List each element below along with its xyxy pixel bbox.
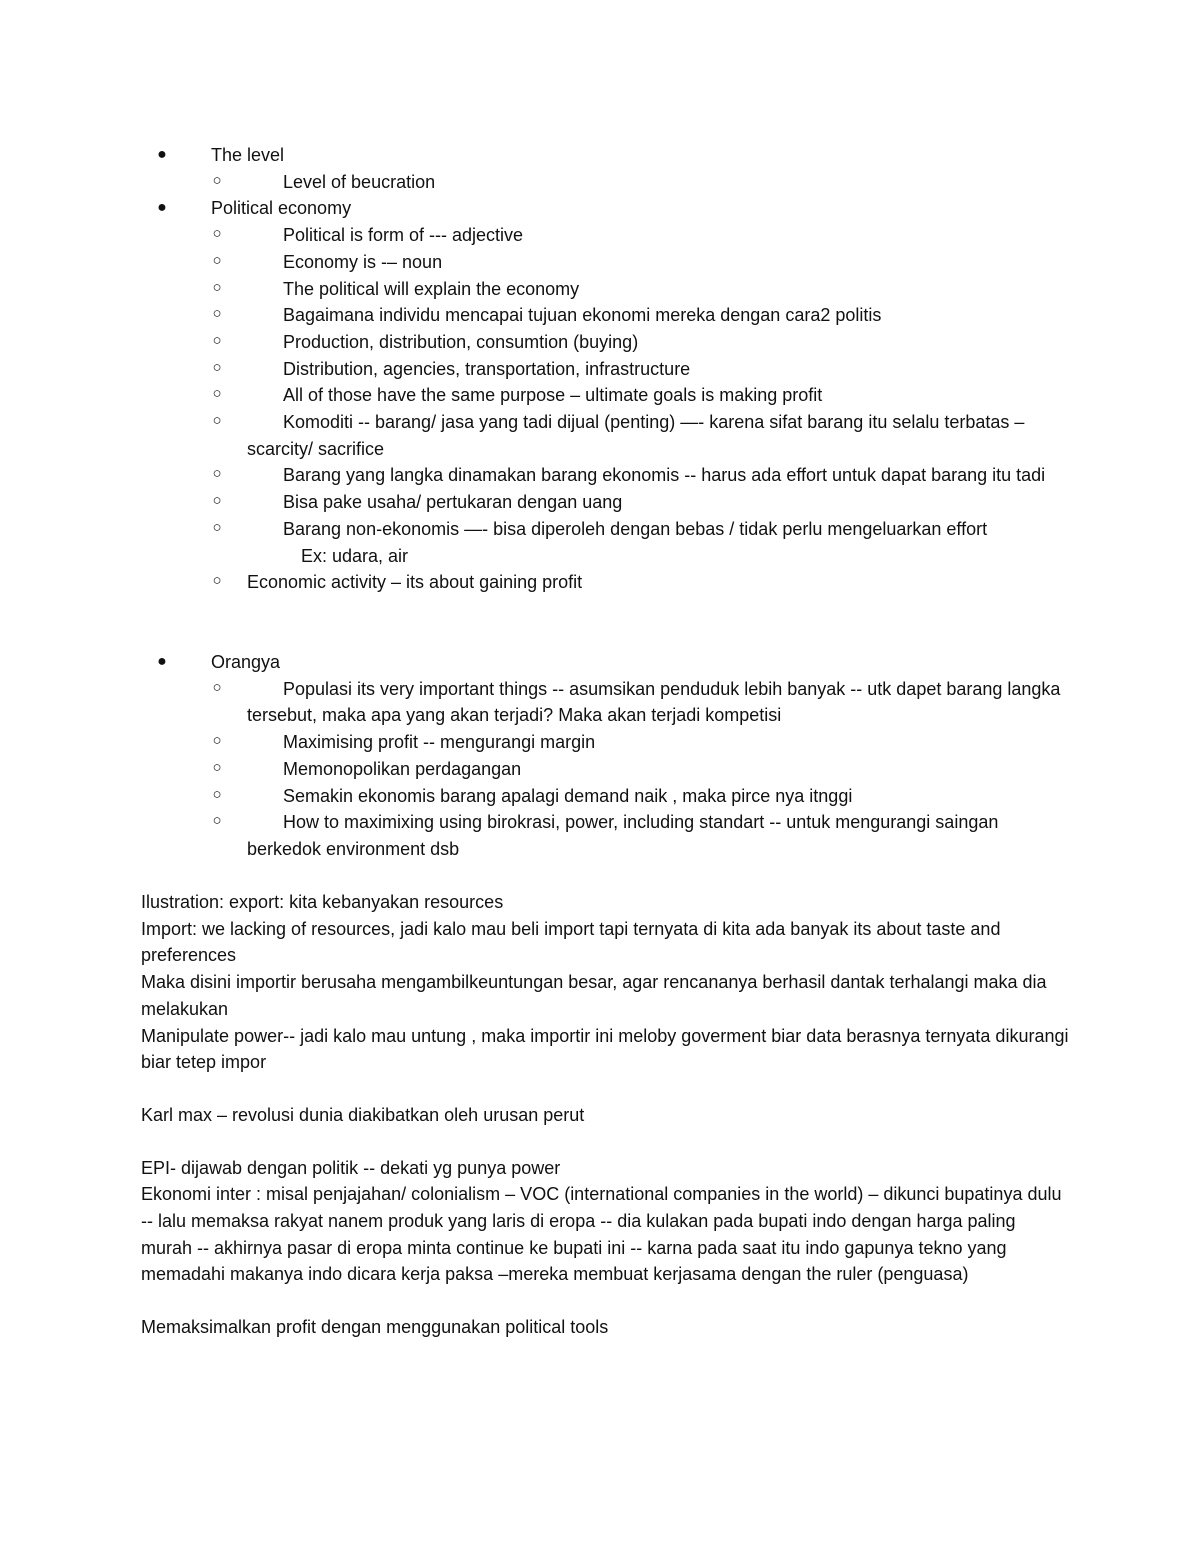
sub-bullet-text: Economic activity – its about gaining profit <box>247 572 583 593</box>
circle-bullet-icon: ○ <box>212 732 222 750</box>
section-notes <box>0 889 1200 1341</box>
paragraph: Ekonomi inter : misal penjajahan/ colonialism – VOC (international companies in the world) – dikunci bupatinya dulu -- lalu memaksa rakyat nanem produk yang laris di eropa -- dia kulakan pada bupati indo dengan harga paling murah -- akhirnya pasar di eropa minta continue ke bupati ini -- karna pada saat itu indo gapunya tekno yang memadahi makanya indo dicara kerja paksa –mereka membuat kerjasama dengan the ruler (penguasa) <box>141 1184 1062 1285</box>
sub-bullet-text: Maximising profit -- mengurangi margin <box>283 732 596 753</box>
sub-bullet-item <box>0 569 1200 596</box>
circle-bullet-icon: ○ <box>212 518 222 536</box>
bullet-text: The level <box>211 145 285 165</box>
bullet-icon: ● <box>157 653 167 670</box>
sub-bullet-item <box>0 676 1200 729</box>
sub-bullet-item <box>0 489 1200 516</box>
circle-bullet-icon: ○ <box>212 412 222 430</box>
circle-bullet-icon: ○ <box>212 225 222 243</box>
sub-bullet-text: Bagaimana individu mencapai tujuan ekonomi mereka dengan cara2 politis <box>283 305 882 326</box>
sub-bullet-item <box>0 276 1200 303</box>
circle-bullet-icon: ○ <box>212 812 222 830</box>
sub-bullet-item <box>0 302 1200 329</box>
sub-bullet-text: Memonopolikan perdagangan <box>283 758 522 779</box>
sub-bullet-text: Distribution, agencies, transportation, infrastructure <box>283 358 691 379</box>
sub-bullet-text: The political will explain the economy <box>283 278 580 299</box>
sub-bullet-item <box>0 249 1200 276</box>
circle-bullet-icon: ○ <box>212 331 222 349</box>
circle-bullet-icon: ○ <box>212 572 222 590</box>
sub-bullet-item <box>0 169 1200 196</box>
sub-bullet-text: Production, distribution, consumtion (buying) <box>283 331 639 352</box>
paragraph: Memaksimalkan profit dengan menggunakan political tools <box>141 1317 609 1338</box>
circle-bullet-icon: ○ <box>212 171 222 189</box>
sub-bullet-text: Populasi its very important things -- asumsikan penduduk lebih banyak -- utk dapet barang langka tersebut, maka apa yang akan terjadi? Maka akan terjadi kompetisi <box>247 678 1061 726</box>
sub-bullet-item <box>0 222 1200 249</box>
sub-bullet-text: Bisa pake usaha/ pertukaran dengan uang <box>283 492 623 513</box>
sub-bullet-text: Barang non-ekonomis —- bisa diperoleh dengan bebas / tidak perlu mengeluarkan effort <box>283 518 988 539</box>
bullet-text: Political economy <box>211 198 352 219</box>
paragraph: Import: we lacking of resources, jadi kalo mau beli import tapi ternyata di kita ada banyak its about taste and preferences <box>141 918 1001 966</box>
sub-bullet-item <box>0 729 1200 756</box>
bullet-item <box>0 649 1071 676</box>
paragraph: Manipulate power-- jadi kalo mau untung , maka importir ini meloby goverment biar data berasnya ternyata dikurangi biar tetep impor <box>141 1025 1069 1073</box>
sub-bullet-text: All of those have the same purpose – ultimate goals is making profit <box>283 385 823 406</box>
bullet-icon: ● <box>157 199 167 217</box>
sub-bullet-text: Komoditi -- barang/ jasa yang tadi dijual (penting) —- karena sifat barang itu selalu terbatas – scarcity/ sacrifice <box>247 412 1025 459</box>
paragraph: Ilustration: export: kita kebanyakan resources <box>141 892 504 912</box>
sub-bullet-item <box>0 409 1200 462</box>
sub-bullet-item <box>0 783 1200 810</box>
sub-bullet-text: Economy is -– noun <box>283 251 443 272</box>
sub-bullet-item <box>0 382 1200 409</box>
sub-bullet-text: Semakin ekonomis barang apalagi demand naik , maka pirce nya itnggi <box>283 785 853 806</box>
sub-bullet-item <box>0 756 1200 783</box>
circle-bullet-icon: ○ <box>212 465 222 483</box>
sub-bullet-item <box>0 809 1200 862</box>
bullet-text: Orangya <box>211 652 281 672</box>
sub-bullet-text: How to maximixing using birokrasi, power, including standart -- untuk mengurangi saingan berkedok environment dsb <box>247 812 999 859</box>
sub-bullet-item <box>0 462 1200 489</box>
circle-bullet-icon: ○ <box>212 251 222 269</box>
section-political-economy <box>0 142 1200 596</box>
sub-bullet-item <box>0 356 1200 383</box>
circle-bullet-icon: ○ <box>212 758 222 776</box>
bullet-item <box>0 195 1071 222</box>
paragraph: Karl max – revolusi dunia diakibatkan oleh urusan perut <box>141 1104 585 1125</box>
paragraph: EPI- dijawab dengan politik -- dekati yg punya power <box>141 1157 561 1178</box>
circle-bullet-icon: ○ <box>212 385 222 403</box>
circle-bullet-icon: ○ <box>212 305 222 323</box>
sub-bullet-item <box>0 329 1200 356</box>
sub-bullet-text: Political is form of --- adjective <box>283 225 524 246</box>
sub-bullet-item <box>0 516 1200 543</box>
sub-bullet-text: Barang yang langka dinamakan barang ekonomis -- harus ada effort untuk dapat barang itu tadi <box>283 465 1046 486</box>
sub-bullet-text: Level of beucration <box>283 171 436 192</box>
circle-bullet-icon: ○ <box>212 785 222 803</box>
section-orangya <box>0 649 1200 863</box>
example-line: Ex: udara, air <box>301 545 409 566</box>
bullet-item <box>0 142 1071 169</box>
circle-bullet-icon: ○ <box>212 278 222 296</box>
circle-bullet-icon: ○ <box>212 358 222 376</box>
circle-bullet-icon: ○ <box>212 678 222 696</box>
bullet-icon: ● <box>157 146 167 163</box>
paragraph: Maka disini importir berusaha mengambilkeuntungan besar, agar rencananya berhasil dantak terhalangi maka dia melakukan <box>141 972 1047 1019</box>
circle-bullet-icon: ○ <box>212 492 222 510</box>
